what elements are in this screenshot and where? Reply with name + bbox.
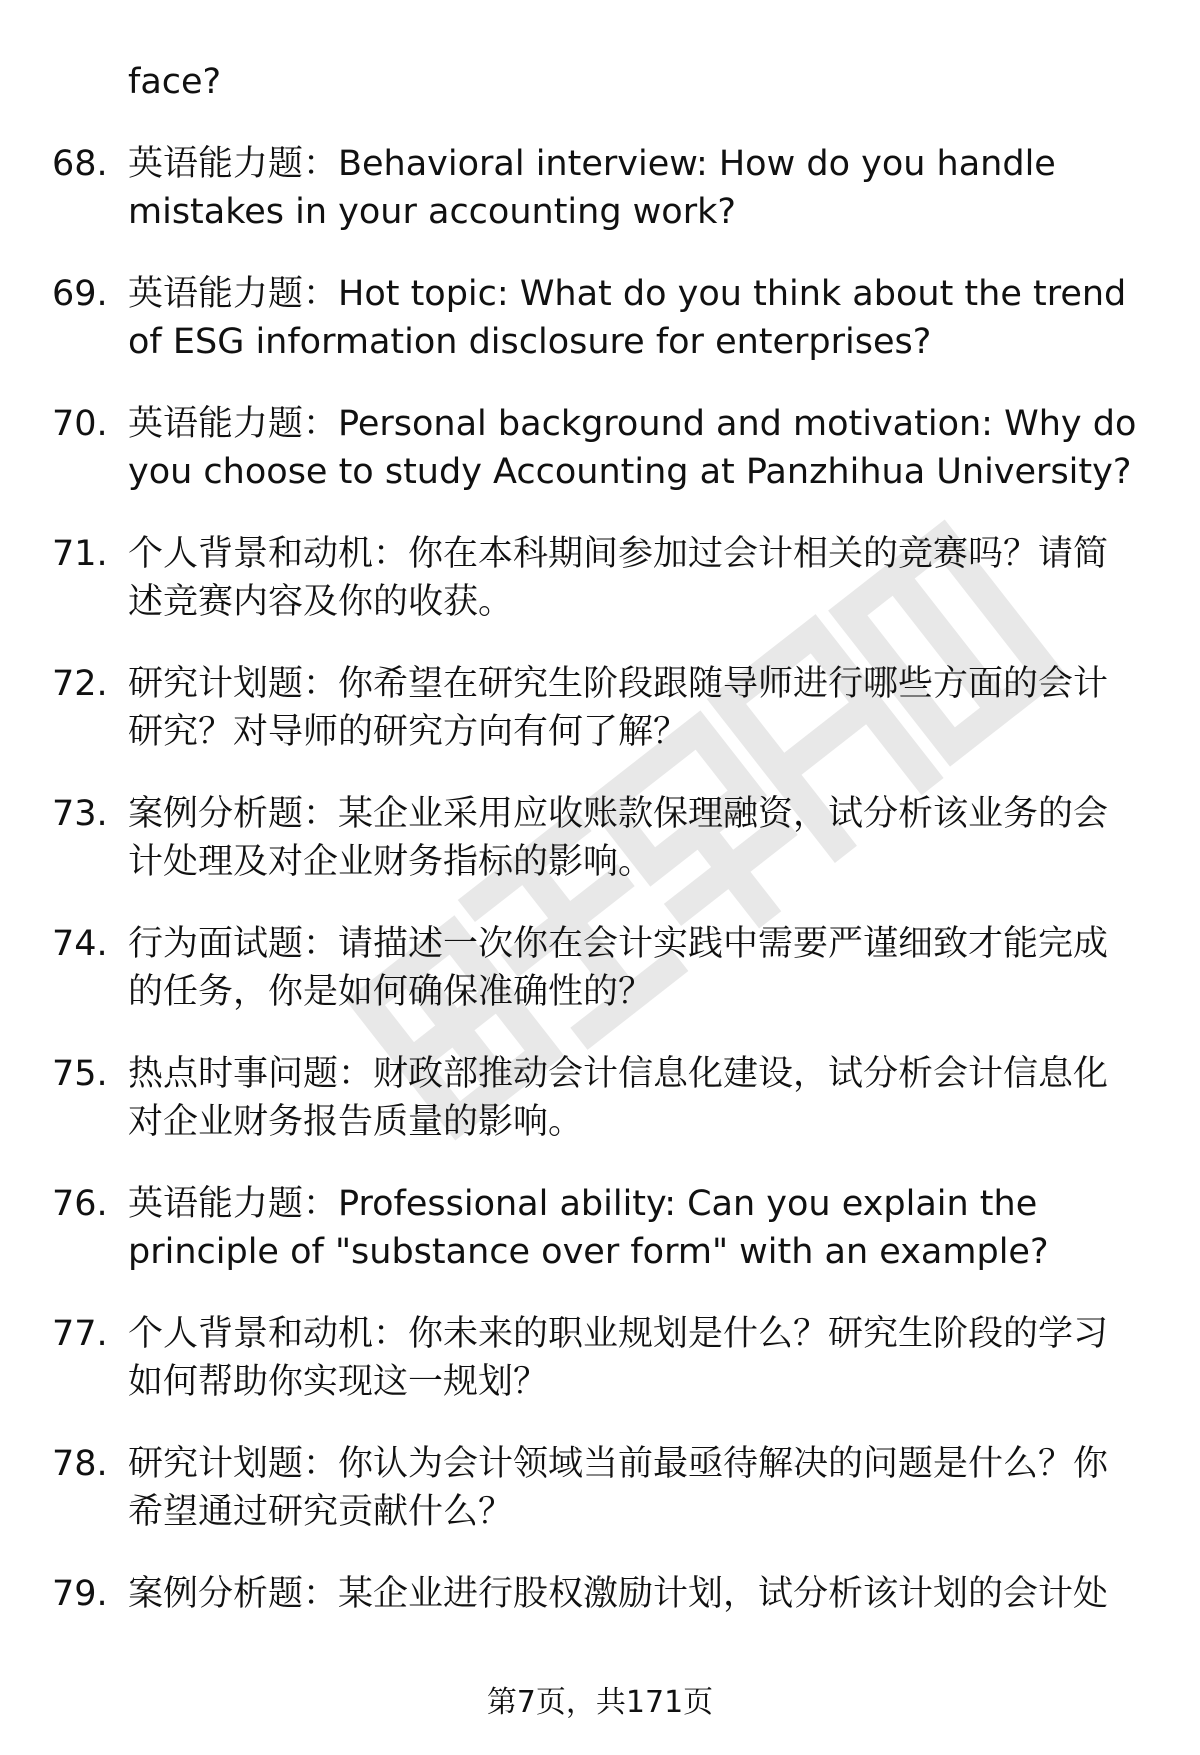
question-item: [52, 270, 1142, 366]
question-text-line: you choose to study Accounting at Panzhihua University?: [128, 452, 1132, 492]
question-item: [52, 1180, 1142, 1276]
question-text-line: 研究计划题：你认为会计领域当前最亟待解决的问题是什么？你: [128, 1444, 1109, 1484]
question-item: [52, 660, 1142, 756]
question-item: [52, 400, 1142, 496]
question-text-line: 研究？对导师的研究方向有何了解？: [128, 712, 689, 752]
question-number: 68.: [52, 144, 108, 184]
question-item: [52, 1570, 1142, 1618]
question-text-line: 的任务，你是如何确保准确性的？: [128, 972, 654, 1012]
question-text: [128, 530, 1142, 626]
question-text-line: 英语能力题：Professional ability: Can you explain the: [128, 1184, 1038, 1224]
question-number: 72.: [52, 664, 108, 704]
question-text-line: 英语能力题：Behavioral interview: How do you handle: [128, 144, 1056, 184]
question-text-line: mistakes in your accounting work?: [128, 192, 736, 232]
question-number: 73.: [52, 794, 108, 834]
question-number: 70.: [52, 404, 108, 444]
question-number: 76.: [52, 1184, 108, 1224]
question-text: [128, 660, 1142, 756]
question-item: [52, 920, 1142, 1016]
question-text-line: 个人背景和动机：你未来的职业规划是什么？研究生阶段的学习: [128, 1314, 1109, 1354]
question-text-line: 如何帮助你实现这一规划？: [128, 1362, 549, 1402]
question-text-line: of ESG information disclosure for enterprises?: [128, 322, 932, 362]
question-text-line: 研究计划题：你希望在研究生阶段跟随导师进行哪些方面的会计: [128, 664, 1109, 704]
question-item: [52, 1440, 1142, 1536]
question-item: [52, 140, 1142, 236]
question-text-line: 热点时事问题：财政部推动会计信息化建设，试分析会计信息化: [128, 1054, 1109, 1094]
continued-question-text: face?: [128, 62, 222, 102]
question-text-line: 希望通过研究贡献什么？: [128, 1492, 514, 1532]
question-text-line: 行为面试题：请描述一次你在会计实践中需要严谨细致才能完成: [128, 924, 1109, 964]
question-text-line: 计处理及对企业财务指标的影响。: [128, 842, 654, 882]
question-text: [128, 140, 1142, 236]
question-number: 78.: [52, 1444, 108, 1484]
question-text: [128, 920, 1142, 1016]
question-item: [52, 1050, 1142, 1146]
question-text-line: 案例分析题：某企业采用应收账款保理融资，试分析该业务的会: [128, 794, 1109, 834]
question-text: [128, 1440, 1142, 1536]
question-text: [128, 1310, 1142, 1406]
question-text-line: principle of "substance over form" with an example?: [128, 1232, 1049, 1272]
question-text-line: 对企业财务报告质量的影响。: [128, 1102, 584, 1142]
question-text-line: 案例分析题：某企业进行股权激励计划，试分析该计划的会计处: [128, 1574, 1109, 1614]
question-number: 77.: [52, 1314, 108, 1354]
question-number: 74.: [52, 924, 108, 964]
question-text-line: 个人背景和动机：你在本科期间参加过会计相关的竞赛吗？请简: [128, 534, 1109, 574]
question-text-line: 英语能力题：Personal background and motivation: Why do: [128, 404, 1137, 444]
question-text: [128, 270, 1142, 366]
question-number: 75.: [52, 1054, 108, 1094]
question-text: [128, 1570, 1142, 1618]
question-item: [52, 530, 1142, 626]
question-number: 79.: [52, 1574, 108, 1614]
question-list: [52, 140, 1142, 1652]
question-text-line: 英语能力题：Hot topic: What do you think about the trend: [128, 274, 1127, 314]
page-footer: 第7页，共171页: [486, 1685, 714, 1720]
question-text: [128, 790, 1142, 886]
question-number: 69.: [52, 274, 108, 314]
question-text-line: 述竞赛内容及你的收获。: [128, 582, 514, 622]
question-text: [128, 400, 1142, 496]
question-item: [52, 790, 1142, 886]
question-text: [128, 1050, 1142, 1146]
question-number: 71.: [52, 534, 108, 574]
question-item: [52, 1310, 1142, 1406]
question-text: [128, 1180, 1142, 1276]
